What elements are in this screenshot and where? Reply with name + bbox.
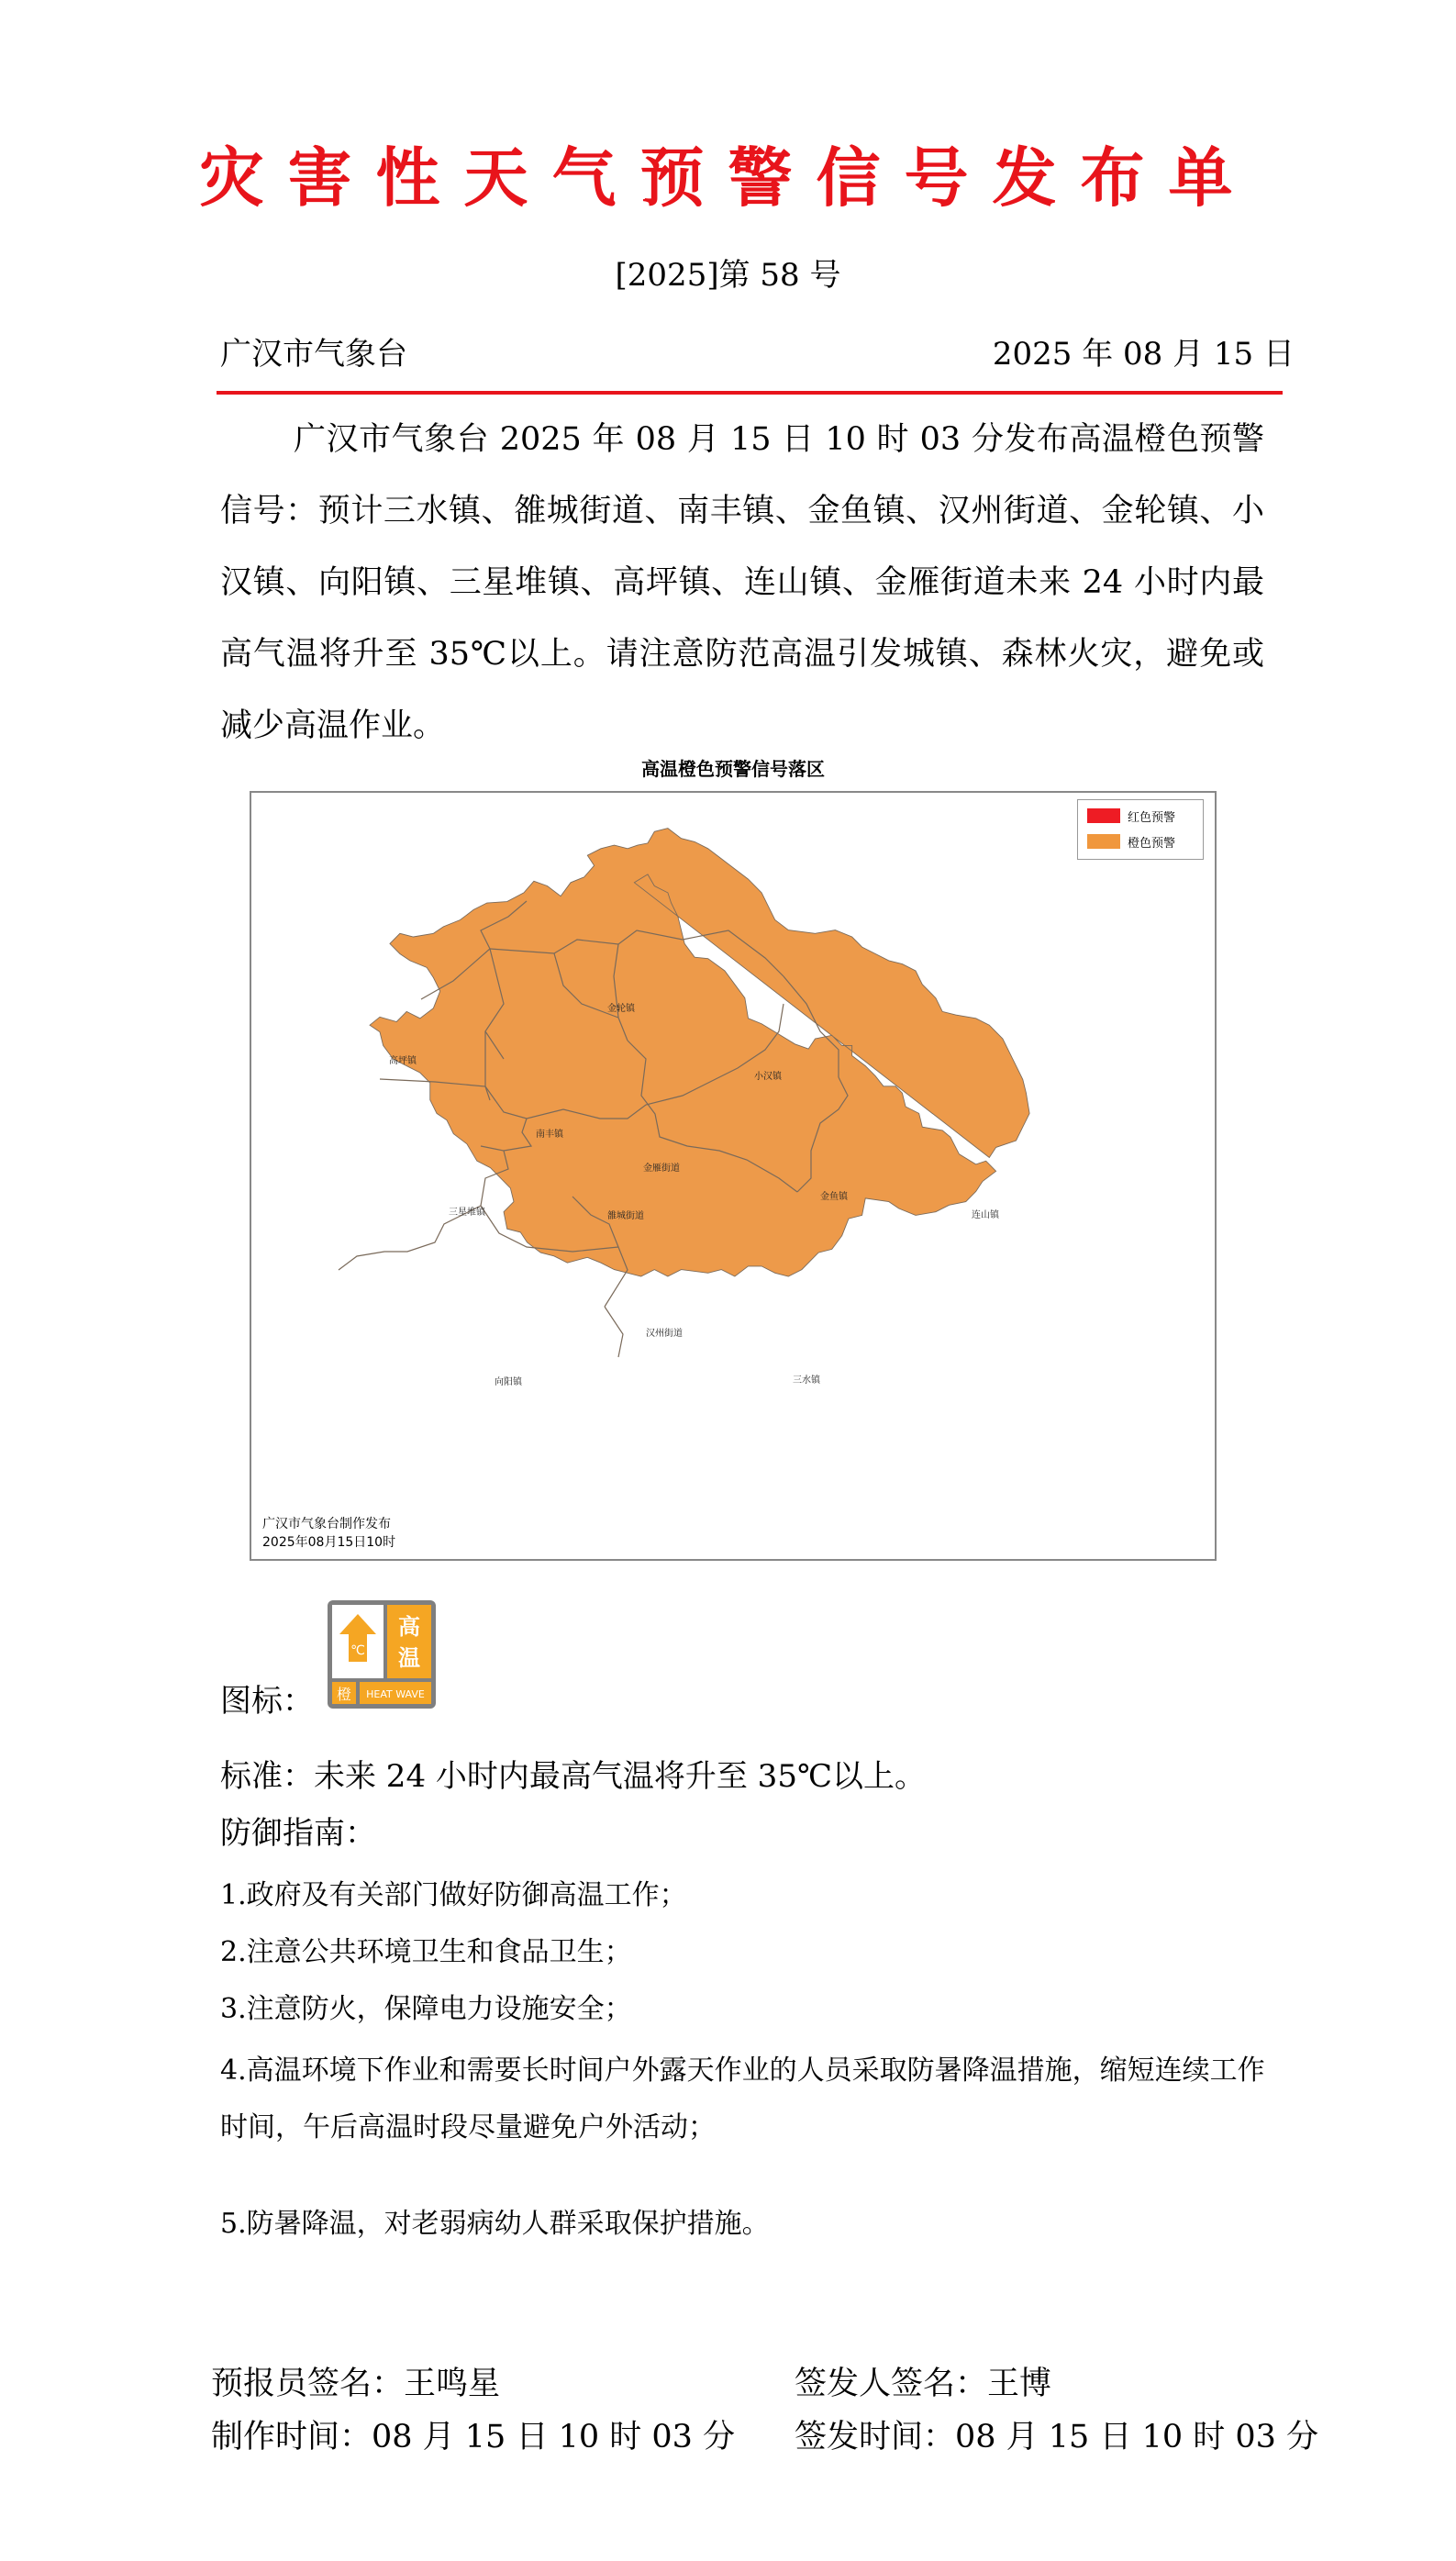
- guide-item: 1.政府及有关部门做好防御高温工作；: [220, 1879, 687, 1911]
- region-label: 金雁街道: [643, 1164, 680, 1174]
- region-label: 高坪镇: [389, 1056, 417, 1066]
- warning-text: 广汉市气象台 2025 年 08 月 15 日 10 时 03 分发布高温橙色预警信号：预计三水镇、雒城街道、南丰镇、金鱼镇、汉州街道、金轮镇、小汉镇、向阳镇、三星堆镇、高坪镇、连山镇、金雁街道未来 24 小时内最高气温将升至 35℃以上。请注意防范高温引发城镇、森林火灾，避免或减少高温作业。: [220, 421, 1264, 744]
- region-label: 三水镇: [793, 1375, 820, 1386]
- guide-title: 防御指南：: [220, 1815, 376, 1852]
- made-time: 制作时间：08 月 15 日 10 时 03 分: [211, 2419, 736, 2455]
- region-label: 小汉镇: [754, 1072, 782, 1082]
- icon-english: HEAT WAVE: [366, 1688, 425, 1700]
- guide-item: 4.高温环境下作业和需要长时间户外露天作业的人员采取防暑降温措施，缩短连续工作时间，午后高温时段尽量避免户外活动；: [220, 2054, 1265, 2143]
- legend-label: 红色预警: [1128, 810, 1176, 825]
- region-label: 金鱼镇: [820, 1192, 848, 1202]
- legend-swatch-orange: [1087, 834, 1120, 849]
- map-svg: [251, 793, 1215, 1559]
- issuer-name: 广汉市气象台: [220, 336, 407, 373]
- document-title: 灾害性天气预警信号发布单: [199, 139, 1257, 216]
- region-label: 汉州街道: [646, 1329, 683, 1339]
- guide-item: 3.注意防火，保障电力设施安全；: [220, 1993, 632, 2025]
- legend-swatch-red: [1087, 808, 1120, 823]
- region-label: 三星堆镇: [449, 1208, 485, 1218]
- standard-text: 标准：未来 24 小时内最高气温将升至 35℃以上。: [220, 1758, 926, 1795]
- icon-level: 橙: [336, 1686, 352, 1703]
- legend-item: [1078, 829, 1203, 854]
- icon-label: 图标：: [220, 1683, 314, 1720]
- guide-item: 2.注意公共环境卫生和食品卫生；: [220, 1936, 632, 1968]
- icon-char: 高: [398, 1614, 420, 1640]
- heat-orange-warning-icon: [327, 1599, 437, 1709]
- map-legend: [1077, 799, 1204, 860]
- forecaster-signature: 预报员签名：王鸣星: [211, 2366, 501, 2402]
- document-number: [2025]第 58 号: [615, 257, 841, 294]
- map-footer-time: 2025年08月15日10时: [262, 1535, 396, 1550]
- legend-item: [1078, 803, 1203, 829]
- region-label: 向阳镇: [495, 1377, 522, 1387]
- icon-unit: ℃: [350, 1643, 365, 1658]
- legend-label: 橙色预警: [1128, 836, 1176, 851]
- map-footer-issuer: 广汉市气象台制作发布: [262, 1517, 391, 1531]
- signer-signature: 签发人签名：王博: [795, 2366, 1052, 2402]
- guide-item: 5.防暑降温，对老弱病幼人群采取保护措施。: [220, 2208, 770, 2240]
- region-label: 连山镇: [972, 1210, 999, 1220]
- issue-date: 2025 年 08 月 15 日: [992, 336, 1295, 373]
- region-label: 南丰镇: [536, 1130, 563, 1140]
- region-label: 金轮镇: [607, 1004, 635, 1014]
- red-divider: [217, 391, 1283, 395]
- issue-time: 签发时间：08 月 15 日 10 时 03 分: [795, 2419, 1319, 2455]
- warning-map: [250, 791, 1217, 1561]
- icon-char: 温: [398, 1645, 420, 1671]
- region-label: 雒城街道: [607, 1211, 644, 1221]
- map-title: 高温橙色预警信号落区: [641, 758, 825, 780]
